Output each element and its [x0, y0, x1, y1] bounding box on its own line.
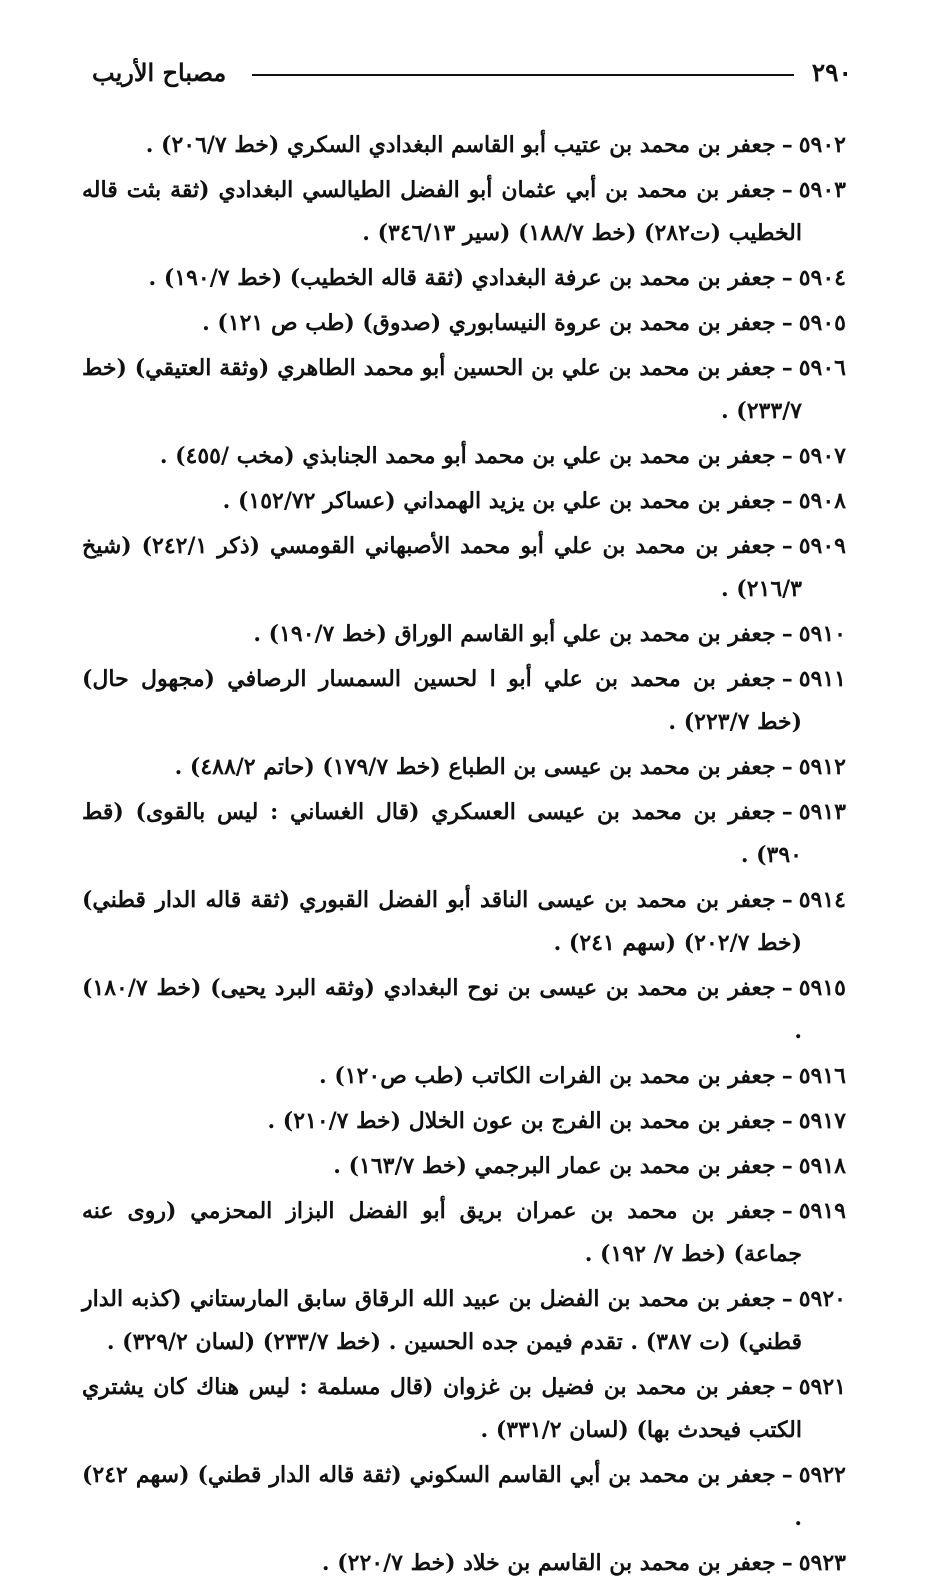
entry-number: ٥٩١٦	[798, 1063, 846, 1089]
entry-text: جعفر بن محمد بن عيسى بن الطباع (خط ١٧٩/٧) (حاتم ٤٨٨/٢) .	[174, 754, 776, 780]
entry-item	[82, 1100, 846, 1143]
entry-text: جعفر بن محمد بن الفرات الكاتب (طب ص١٢٠) .	[319, 1063, 776, 1089]
entry-item	[82, 613, 846, 656]
entry-text: جعفر بن محمد بن فضيل بن غزوان (قال مسلمة : ليس هناك كان يشتري الكتب فيحدث بها) (لسان ٣٣١/٢) .	[82, 1374, 802, 1443]
entry-separator: –	[781, 1153, 793, 1179]
entry-text: جعفر بن محمد بن عيسى الناقد أبو الفضل القبوري (ثقة قاله الدار قطني) (خط ٢٠٢/٧) (سهم ٢٤١) .	[82, 887, 802, 956]
entry-number: ٥٩٢١	[798, 1374, 846, 1400]
entry-text: جعفر بن محمد بن علي بن الحسين أبو محمد الطاهري (وثقة العتيقي) (خط ٢٣٣/٧) .	[82, 355, 802, 424]
entry-item	[82, 1366, 846, 1452]
entry-text: جعفر بن محمد بن الفضل بن عبيد الله الرقاق سابق المارستاني (كذبه الدار قطني) (ت ٣٨٧) . تقدم فيمن جده الحسين . (خط ٢٣٣/٧) (لسان ٣٢٩/٢) .	[82, 1286, 802, 1355]
entry-number: ٥٩١٣	[798, 799, 846, 825]
entry-separator: –	[781, 265, 793, 291]
entry-item	[82, 257, 846, 300]
entry-separator: –	[781, 132, 793, 158]
entry-separator: –	[781, 754, 793, 780]
running-title: مصباح الأريب	[92, 58, 227, 87]
entry-separator: –	[781, 443, 793, 469]
entry-text: جعفر بن محمد بن عرفة البغدادي (ثقة قاله الخطيب) (خط ١٩٠/٧) .	[148, 265, 776, 291]
page-number: ٢٩٠	[811, 58, 852, 87]
entry-separator: –	[781, 177, 793, 203]
entry-separator: –	[781, 799, 793, 825]
entry-separator: –	[781, 621, 793, 647]
entry-number: ٥٩١٢	[798, 754, 846, 780]
entry-item	[82, 1454, 846, 1540]
entry-item	[82, 658, 846, 744]
entry-number: ٥٩٠٧	[798, 443, 846, 469]
entry-separator: –	[781, 666, 793, 692]
entry-item	[82, 1145, 846, 1188]
entry-item	[82, 1190, 846, 1276]
entry-item	[82, 879, 846, 965]
entry-separator: –	[781, 533, 793, 559]
entry-number: ٥٩١١	[798, 666, 846, 692]
entry-text: جعفر بن محمد بن علي أبو محمد الأصبهاني القومسي (ذكر ٢٤٢/١) (شيخ ٢١٦/٣) .	[82, 533, 802, 602]
entry-text: جعفر بن محمد بن عتيب أبو القاسم البغدادي السكري (خط ٢٠٦/٧) .	[145, 132, 776, 158]
entry-separator: –	[781, 488, 793, 514]
entry-separator: –	[781, 1286, 793, 1312]
entry-text: جعفر بن محمد بن عمار البرجمي (خط ١٦٣/٧) .	[333, 1153, 776, 1179]
entry-item	[82, 967, 846, 1053]
entry-number: ٥٩٠٥	[798, 310, 846, 336]
entry-item	[82, 435, 846, 478]
entry-text: جعفر بن محمد بن الفرج بن عون الخلال (خط ٢١٠/٧) .	[267, 1108, 776, 1134]
entry-number: ٥٩٢٠	[798, 1286, 846, 1312]
entry-item	[82, 1542, 846, 1585]
entry-separator: –	[781, 1063, 793, 1089]
entry-separator: –	[781, 1108, 793, 1134]
entry-number: ٥٩١٤	[798, 887, 846, 913]
entry-text: جعفر بن محمد بن علي بن محمد أبو محمد الجنابذي (مخب /٤٥٥) .	[159, 443, 776, 469]
entry-text: جعفر بن محمد بن أبي عثمان أبو الفضل الطيالسي البغدادي (ثقة بثت قاله الخطيب (ت٢٨٢) (خط ١٨٨/٧) (سير ٣٤٦/١٣) .	[82, 177, 802, 246]
entry-separator: –	[781, 355, 793, 381]
entry-number: ٥٩٠٣	[798, 177, 846, 203]
entry-separator: –	[781, 887, 793, 913]
header-rule	[252, 74, 794, 76]
entry-number: ٥٩٠٤	[798, 265, 846, 291]
entry-number: ٥٩١٩	[798, 1198, 846, 1224]
entry-text: جعفر بن محمد بن القاسم بن خلاد (خط ٢٢٠/٧) .	[321, 1550, 776, 1576]
entry-item	[82, 169, 846, 255]
entry-item	[82, 525, 846, 611]
entry-separator: –	[781, 310, 793, 336]
entry-separator: –	[781, 1198, 793, 1224]
entry-separator: –	[781, 1550, 793, 1576]
entry-text: جعفر بن محمد بن عمران بريق أبو الفضل البزاز المحزمي (روى عنه جماعة) (خط ٧/ ١٩٢) .	[82, 1198, 802, 1267]
entry-text: جعفر بن محمد بن أبي القاسم السكوني (ثقة قاله الدار قطني) (سهم ٢٤٢) .	[82, 1462, 802, 1531]
entry-text: جعفر بن محمد بن عيسى بن نوح البغدادي (وثقه البرد يحيى) (خط ١٨٠/٧) .	[82, 975, 802, 1044]
entry-separator: –	[781, 1374, 793, 1400]
entry-item	[82, 791, 846, 877]
entry-number: ٥٩٠٩	[798, 533, 846, 559]
entry-number: ٥٩٠٢	[798, 132, 846, 158]
entry-text: جعفر بن محمد بن علي أبو ا لحسين السمسار الرصافي (مجهول حال) (خط ٢٢٣/٧) .	[82, 666, 802, 735]
entry-number: ٥٩٠٦	[798, 355, 846, 381]
entry-list	[82, 124, 846, 1587]
entry-text: جعفر بن محمد بن عروة النيسابوري (صدوق) (طب ص ١٢١) .	[202, 310, 776, 336]
entry-number: ٥٩١٥	[798, 975, 846, 1001]
entry-number: ٥٩١٠	[798, 621, 846, 647]
entry-item	[82, 124, 846, 167]
entry-item	[82, 302, 846, 345]
entry-number: ٥٩١٧	[798, 1108, 846, 1134]
entry-text: جعفر بن محمد بن علي بن يزيد الهمداني (عساكر ١٥٢/٧٢) .	[222, 488, 776, 514]
entry-text: جعفر بن محمد بن عيسى العسكري (قال الغساني : ليس بالقوى) (قط ٣٩٠) .	[82, 799, 802, 868]
page-header	[92, 58, 852, 92]
entry-item	[82, 347, 846, 433]
entry-separator: –	[781, 1462, 793, 1488]
entry-number: ٥٩٠٨	[798, 488, 846, 514]
entry-number: ٥٩١٨	[798, 1153, 846, 1179]
entry-number: ٥٩٢٢	[798, 1462, 846, 1488]
entry-number: ٥٩٢٣	[798, 1550, 846, 1576]
entry-item	[82, 1278, 846, 1364]
entry-text: جعفر بن محمد بن علي أبو القاسم الوراق (خط ١٩٠/٧) .	[253, 621, 776, 647]
entry-item	[82, 746, 846, 789]
entry-item	[82, 1055, 846, 1098]
entry-item	[82, 480, 846, 523]
entry-separator: –	[781, 975, 793, 1001]
